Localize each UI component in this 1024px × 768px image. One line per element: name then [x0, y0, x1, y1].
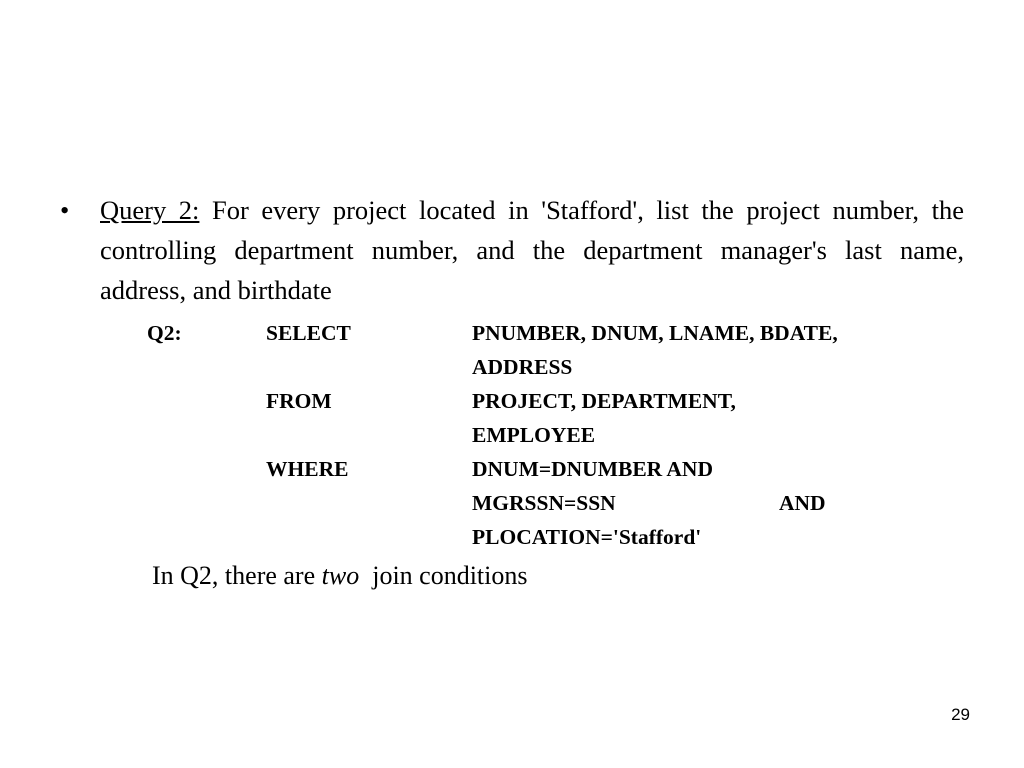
sql-from-tables: PROJECT, DEPARTMENT, [472, 389, 736, 413]
sql-select-keyword: SELECT [266, 321, 351, 345]
sql-where-keyword: WHERE [266, 457, 349, 481]
sql-where-condition-2: MGRSSN=SSN [472, 491, 616, 515]
sql-from-keyword: FROM [266, 389, 332, 413]
sql-from-tables-2: EMPLOYEE [472, 423, 596, 447]
query-label: Query 2: [100, 195, 200, 225]
query-text: For every project located in 'Stafford', list the project number, the controlling department number, and the department manager's last name, address, and birthdate [100, 195, 964, 305]
sql-select-columns-2: ADDRESS [472, 355, 573, 379]
page-number: 29 [951, 705, 970, 724]
note-prefix: In Q2, there are [152, 561, 322, 590]
join-note [152, 557, 528, 595]
bullet-marker: • [60, 195, 70, 225]
sql-where-and: AND [779, 491, 826, 515]
query-description [100, 190, 964, 310]
sql-where-condition-1: DNUM=DNUMBER AND [472, 457, 713, 481]
sql-query-name: Q2: [147, 321, 182, 345]
sql-select-columns: PNUMBER, DNUM, LNAME, BDATE, [472, 321, 838, 345]
note-emphasis: two [321, 561, 360, 590]
query-bullet [60, 190, 964, 310]
note-suffix: join conditions [359, 561, 528, 590]
sql-where-condition-3: PLOCATION='Stafford' [472, 525, 702, 549]
